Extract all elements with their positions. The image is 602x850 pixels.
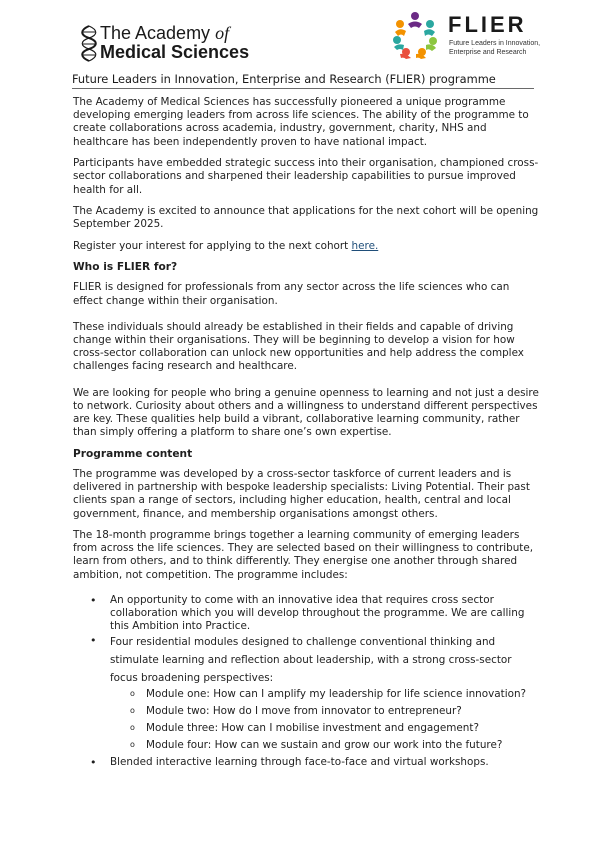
programme-includes-list — [73, 594, 539, 770]
list-item — [73, 756, 539, 769]
who-paragraph-1: FLIER is designed for professionals from any sector across the life sciences who can effect change within their organisation. — [73, 281, 510, 307]
modules-list — [110, 688, 539, 753]
document-title: Future Leaders in Innovation, Enterprise and Research (FLIER) programme — [72, 72, 534, 89]
list-item-text: Blended interactive learning through face-to-face and virtual workshops. — [110, 756, 489, 769]
programme-content-heading: Programme content — [73, 447, 193, 460]
module-item: o Module two: How do I move from innovator to entrepreneur? — [110, 705, 539, 718]
flier-logo — [392, 10, 542, 68]
flier-logo-title: FLIER — [448, 12, 527, 37]
register-interest-paragraph — [73, 240, 539, 253]
list-item-text: An opportunity to come with an innovative idea that requires cross sector collaboration which you will develop throughout the programme. We are calling this Ambition into Practice. — [110, 593, 525, 633]
list-item — [73, 594, 539, 634]
people-circle-icon — [392, 10, 438, 60]
document-body — [73, 96, 539, 771]
programme-paragraph-2: The 18-month programme brings together a learning community of emerging leaders from across the life sciences. They are selected based on their willingness to contribute, learn from others, and to think differently. They energise one another through shared ambition, not competition. The programme includes: — [73, 529, 534, 581]
aoms-logo-line2: Medical Sciences — [100, 42, 250, 62]
list-item-text: • Four residential modules designed to challenge conventional thinking and stimulate learning and reflection about leadership, with a strong cross-sector focus broadening perspectives: — [110, 636, 512, 684]
flier-logo-subtitle — [449, 39, 540, 57]
flier-logo-subtitle-line1: Future Leaders in Innovation, — [449, 40, 541, 47]
aoms-logo-of: of — [215, 23, 230, 43]
who-paragraph-3: We are looking for people who bring a genuine openness to learning and not just a desire to network. Curiosity about others and a willingness to understand different perspectives are key. These qualities help build a vibrant, collaborative learning community, rather than simply offering a platform to share one’s own expertise. — [73, 386, 539, 439]
academy-of-medical-sciences-logo — [78, 22, 268, 72]
flier-logo-subtitle-line2: Enterprise and Research — [449, 49, 527, 56]
intro-paragraph-3: The Academy is excited to announce that applications for the next cohort will be opening September 2025. — [73, 205, 539, 231]
programme-paragraph-1: The programme was developed by a cross-sector taskforce of current leaders and is delivered in partnership with bespoke leadership specialists: Living Potential. Their past clients span a range of sectors, including higher education, health, central and local government, finance, and membership organisations amongst others. — [73, 467, 530, 520]
aoms-logo-text — [100, 24, 249, 62]
intro-paragraph-2: Participants have embedded strategic success into their organisation, championed cross-sector collaborations and sharpened their leadership capabilities to pursue improved health for all. — [73, 157, 539, 196]
module-item: o Module four: How can we sustain and grow our work into the future? — [110, 739, 539, 752]
document-header — [72, 10, 542, 70]
register-interest-link[interactable]: here. — [351, 239, 379, 252]
aoms-logo-line1: The Academy — [100, 23, 211, 43]
list-item — [73, 634, 539, 752]
helix-icon — [78, 24, 100, 64]
intro-paragraph-1: The Academy of Medical Sciences has successfully pioneered a unique programme developing emerging leaders from across life sciences. The ability of the programme to create collaborations across academia, industry, government, charity, NHS and healthcare has been independently proven to have national impact. — [73, 96, 529, 148]
register-interest-text: Register your interest for applying to the next cohort — [73, 239, 352, 252]
who-is-flier-for-heading: Who is FLIER for? — [73, 261, 178, 274]
who-paragraph-2: These individuals should already be established in their fields and capable of driving change within their organisations. They will be beginning to develop a vision for how cross-sector collaboration can unlock new opportunities and help address the complex challenges facing research and healthcare. — [73, 320, 524, 373]
module-item: o Module one: How can I amplify my leadership for life science innovation? — [110, 688, 539, 701]
module-item: o Module three: How can I mobilise investment and engagement? — [110, 722, 539, 735]
